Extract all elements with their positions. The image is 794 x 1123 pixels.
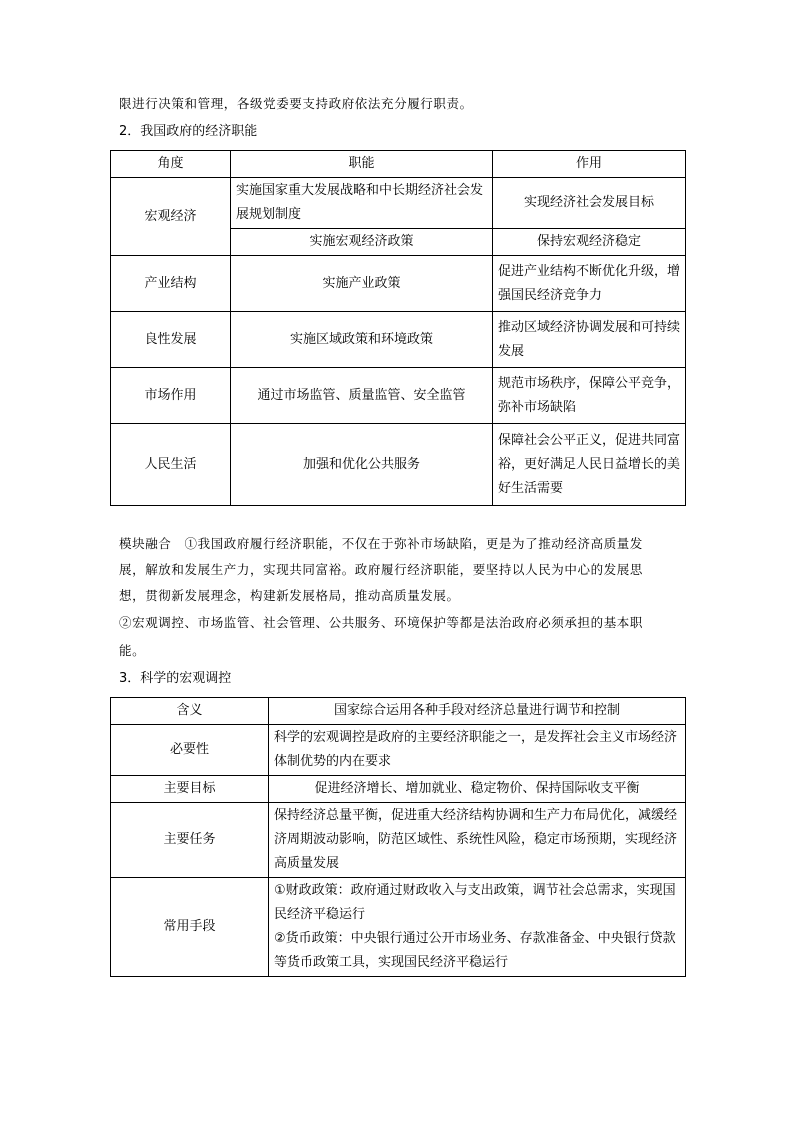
angle-cell: 市场作用	[111, 368, 231, 424]
monetary-policy-text: ②货币政策：中央银行通过公开市场业务、存款准备金、中央银行贷款等货币政策工具，实现国民经济平稳运行	[274, 931, 676, 970]
module-note-line-4: ②宏观调控、市场监管、社会管理、公共服务、环境保护等都是法治政府必须承担的基本职	[119, 615, 644, 630]
row-content: 保持经济总量平衡，促进重大经济结构协调和生产力布局优化，减缓经济周期波动影响，防范区域性、系统性风险，稳定市场预期，实现经济高质量发展	[269, 803, 686, 878]
row-content: 促进经济增长、增加就业、稳定物价、保持国际收支平衡	[269, 776, 686, 803]
module-note-line-5: 能。	[119, 643, 146, 658]
row-label: 主要目标	[111, 776, 269, 803]
effect-cell: 实现经济社会发展目标	[493, 178, 686, 229]
header-effect: 作用	[493, 151, 686, 178]
table-row	[111, 803, 686, 878]
row-label: 必要性	[111, 725, 269, 776]
function-cell: 通过市场监管、质量监管、安全监管	[231, 368, 493, 424]
table-row	[111, 312, 686, 368]
table-row	[111, 178, 686, 229]
row-content: 国家综合运用各种手段对经济总量进行调节和控制	[269, 698, 686, 725]
table-row	[111, 725, 686, 776]
header-angle: 角度	[111, 151, 231, 178]
function-cell: 实施国家重大发展战略和中长期经济社会发展规划制度	[231, 178, 493, 229]
angle-cell: 宏观经济	[111, 178, 231, 256]
row-label: 常用手段	[111, 878, 269, 977]
macro-control-table	[110, 697, 686, 977]
angle-cell: 产业结构	[111, 256, 231, 312]
section-3-heading: 3．科学的宏观调控	[119, 671, 232, 686]
angle-cell: 人民生活	[111, 424, 231, 506]
effect-cell: 促进产业结构不断优化升级，增强国民经济竞争力	[493, 256, 686, 312]
module-note-line-1: 模块融合 ①我国政府履行经济职能，不仅在于弥补市场缺陷，更是为了推动经济高质量发	[119, 536, 644, 551]
module-note-line-3: 想，贯彻新发展理念，构建新发展格局，推动高质量发展。	[119, 588, 460, 603]
function-cell: 实施产业政策	[231, 256, 493, 312]
module-note-line-2: 展，解放和发展生产力，实现共同富裕。政府履行经济职能，要坚持以人民为中心的发展思	[119, 562, 644, 577]
effect-cell: 保持宏观经济稳定	[493, 229, 686, 256]
header-function: 职能	[231, 151, 493, 178]
row-label: 主要任务	[111, 803, 269, 878]
economic-functions-table	[110, 150, 686, 506]
function-cell: 实施宏观经济政策	[231, 229, 493, 256]
table-row	[111, 368, 686, 424]
function-cell: 加强和优化公共服务	[231, 424, 493, 506]
fiscal-policy-text: ①财政政策：政府通过财政收入与支出政策，调节社会总需求，实现国民经济平稳运行	[274, 883, 676, 922]
effect-cell: 规范市场秩序，保障公平竞争，弥补市场缺陷	[493, 368, 686, 424]
row-content	[269, 878, 686, 977]
intro-line: 限进行决策和管理，各级党委要支持政府依法充分履行职责。	[119, 96, 473, 111]
table-row	[111, 256, 686, 312]
effect-cell: 推动区域经济协调发展和可持续发展	[493, 312, 686, 368]
row-label: 含义	[111, 698, 269, 725]
table-row	[111, 698, 686, 725]
effect-cell: 保障社会公平正义，促进共同富裕，更好满足人民日益增长的美好生活需要	[493, 424, 686, 506]
table-row	[111, 776, 686, 803]
section-2-heading: 2．我国政府的经济职能	[119, 124, 258, 139]
table-row	[111, 424, 686, 506]
row-content: 科学的宏观调控是政府的主要经济职能之一，是发挥社会主义市场经济体制优势的内在要求	[269, 725, 686, 776]
angle-cell: 良性发展	[111, 312, 231, 368]
table-header-row	[111, 151, 686, 178]
function-cell: 实施区域政策和环境政策	[231, 312, 493, 368]
table-row	[111, 878, 686, 977]
